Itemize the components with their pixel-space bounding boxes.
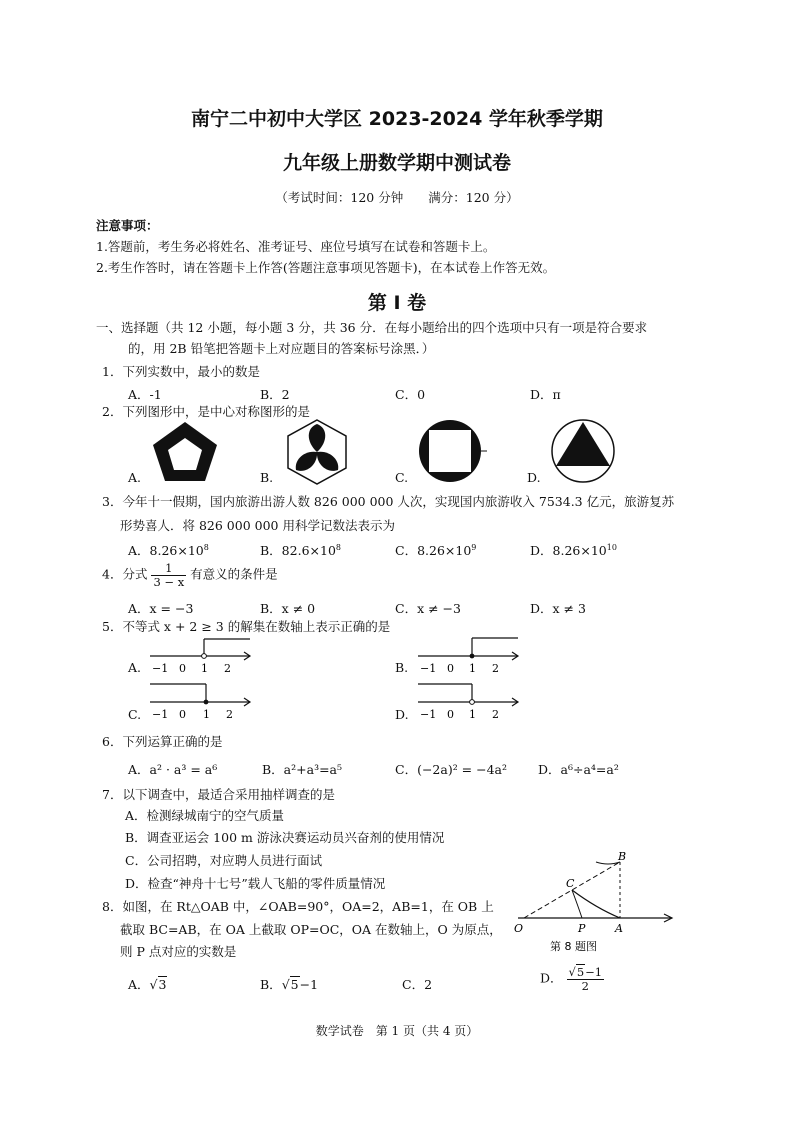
tick-label: 1 — [203, 708, 210, 721]
q7-option-d: D．检查“神舟十七号”载人飞船的零件质量情况 — [125, 876, 386, 891]
volume-title: 第 I 卷 — [367, 292, 427, 314]
q2-figure-c — [413, 418, 487, 484]
q2-option-b: B. — [260, 470, 274, 485]
exam-info: （考试时间：120 分钟 满分：120 分） — [275, 190, 519, 205]
tick-label: 0 — [179, 662, 186, 675]
q8-option-b: B．√5−1 — [260, 977, 319, 992]
q2-option-a: A. — [128, 470, 142, 485]
tick-label: −1 — [152, 662, 169, 675]
exam-title: 南宁二中初中大学区 2023-2024 学年秋季学期 — [191, 108, 603, 130]
q2-option-d: D. — [527, 470, 541, 485]
q3-option-a: A．$8.26\times 10^8$ — [128, 542, 209, 558]
q5-numberline-b — [414, 634, 524, 674]
q4-option-a: A．x = −3 — [128, 601, 194, 616]
q4-fraction: $\frac{1}{3 - x}$ — [153, 561, 185, 589]
question-2-stem: 2．下列图形中，是中心对称图形的是 — [102, 404, 310, 419]
q7-option-a: A．检测绿城南宁的空气质量 — [125, 808, 285, 823]
tick-label: 2 — [224, 662, 231, 675]
q8-figure — [512, 852, 677, 957]
q5-option-d: D. — [395, 707, 409, 722]
tick-label: −1 — [420, 662, 437, 675]
q5-option-b: B. — [395, 660, 409, 675]
tick-label: 0 — [447, 662, 454, 675]
page-footer: 数学试卷 第 1 页（共 4 页） — [315, 1024, 479, 1038]
q6-option-a: A．a² · a³ = a⁶ — [128, 762, 218, 777]
q8-option-d: D． $\frac{√5-1}{2}$ — [540, 965, 603, 993]
section-heading: 一、选择题（共 12 小题，每小题 3 分，共 36 分．在每小题给出的四个选项中只有一项是符合要求 — [96, 320, 648, 335]
q2-option-c: C. — [395, 470, 409, 485]
tick-label: 1 — [201, 662, 208, 675]
label-o: O — [514, 922, 524, 935]
note-item: 1.答题前，考生务必将姓名、准考证号、座位号填写在试卷和答题卡上。 — [96, 239, 496, 254]
question-8-line1: 8．如图，在 Rt△OAB 中，∠OAB=90°，OA=2，AB=1，在 OB 上 — [102, 899, 494, 914]
q5-numberline-a — [146, 636, 256, 676]
q6-option-c: C．(−2a)² = −4a² — [395, 762, 508, 777]
label-c: C — [566, 877, 575, 890]
question-8-line2: 截取 BC=AB，在 OA 上截取 OP=OC，OA 在数轴上，O 为原点， — [120, 922, 502, 937]
q2-figure-a — [150, 418, 220, 484]
q4-option-b: B．x ≠ 0 — [260, 601, 316, 616]
q4-option-d: D．x ≠ 3 — [530, 601, 586, 616]
question-4-stem: 4．分式 $\frac{1}{3 - x}$ 有意义的条件是 — [102, 561, 278, 589]
tick-label: 1 — [469, 662, 476, 675]
tick-label: 2 — [492, 708, 499, 721]
q3-option-b: B．$82.6\times 10^8$ — [260, 542, 341, 558]
question-1-stem: 1．下列实数中，最小的数是 — [102, 364, 260, 379]
note-item: 2.考生作答时，请在答题卡上作答(答题注意事项见答题卡)，在本试卷上作答无效。 — [96, 260, 556, 275]
tick-label: 0 — [447, 708, 454, 721]
label-a: A — [615, 922, 623, 935]
tick-label: 2 — [226, 708, 233, 721]
q5-numberline-c — [146, 680, 256, 720]
tick-label: 0 — [179, 708, 186, 721]
notes-heading: 注意事项： — [96, 218, 159, 233]
exam-subtitle: 九年级上册数学期中测试卷 — [282, 152, 511, 174]
q6-option-b: B．a²+a³=a⁵ — [262, 762, 343, 777]
q1-option-c: C．0 — [395, 387, 426, 402]
question-3-line2: 形势喜人．将 826 000 000 用科学记数法表示为 — [120, 518, 395, 533]
question-5-stem: 5．不等式 x + 2 ≥ 3 的解集在数轴上表示正确的是 — [102, 619, 391, 634]
q2-figure-d — [548, 418, 618, 484]
q7-option-b: B．调查亚运会 100 m 游泳决赛运动员兴奋剂的使用情况 — [125, 830, 445, 845]
q7-option-c: C．公司招聘，对应聘人员进行面试 — [125, 853, 323, 868]
question-6-stem: 6．下列运算正确的是 — [102, 734, 223, 749]
question-8-line3: 则 P 点对应的实数是 — [120, 944, 237, 959]
q2-figure-b — [282, 418, 352, 484]
tick-label: 2 — [492, 662, 499, 675]
figure-caption: 第 8 题图 — [550, 940, 597, 953]
tick-label: 1 — [469, 708, 476, 721]
section-heading-cont: 的，用 2B 铅笔把答题卡上对应题目的答案标号涂黑．） — [128, 341, 435, 356]
q8-option-a: A．√3 — [128, 977, 167, 992]
tick-label: −1 — [152, 708, 169, 721]
label-b: B — [618, 850, 627, 863]
label-p: P — [578, 922, 586, 935]
q1-option-b: B．2 — [260, 387, 290, 402]
q8-option-c: C．2 — [402, 977, 433, 992]
q1-option-a: A．-1 — [128, 387, 162, 402]
q1-option-d: D．π — [530, 387, 561, 402]
q3-option-c: C．$8.26\times 10^9$ — [395, 542, 477, 558]
q5-option-a: A. — [128, 660, 142, 675]
q6-option-d: D．a⁶÷a⁴=a² — [538, 762, 619, 777]
question-7-stem: 7．以下调查中，最适合采用抽样调查的是 — [102, 787, 335, 802]
question-3-line1: 3．今年十一假期，国内旅游出游人数 826 000 000 人次，实现国内旅游收入 7534.3 亿元，旅游复苏 — [102, 494, 675, 509]
tick-label: −1 — [420, 708, 437, 721]
q4-option-c: C．x ≠ −3 — [395, 601, 461, 616]
q5-numberline-d — [414, 680, 524, 720]
q5-option-c: C. — [128, 707, 142, 722]
q3-option-d: D．$8.26\times 10^{10}$ — [530, 542, 617, 558]
